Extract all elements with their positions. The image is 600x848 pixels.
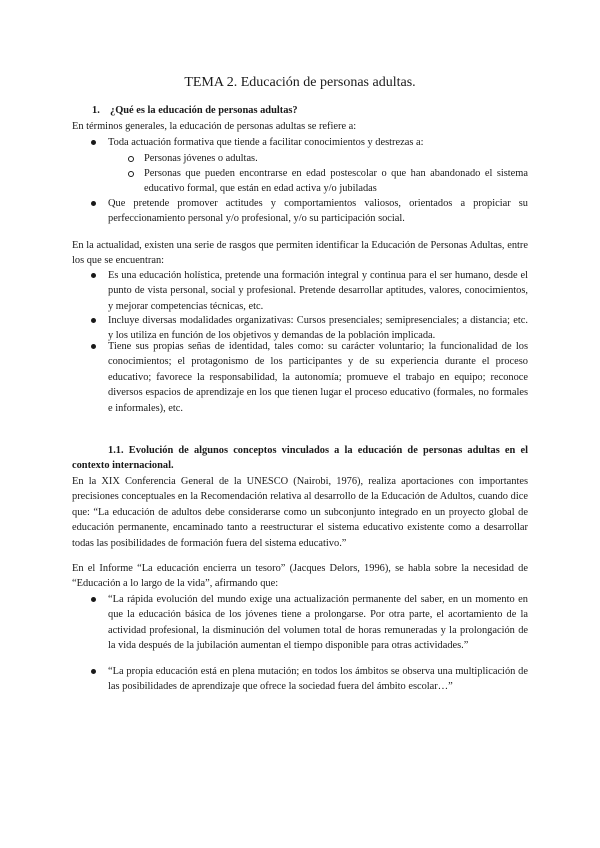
list-item-text: Es una educación holística, pretende una formación integral y continua para el ser humano, desde el punto de vista personal, social y profesional. Pretende desarrollar aptitudes, valores, conocimientos, y mejorar competencias técnicas, etc. (108, 270, 528, 312)
sub-list-item-text: Personas que pueden encontrarse en edad postescolar o que han abandonado el sistema educativo formal, que están en edad activa y/o jubiladas (144, 168, 528, 195)
bullet-icon (91, 140, 96, 145)
list-item (72, 592, 528, 654)
list-item-text: Que pretende promover actitudes y comportamientos valiosos, orientados a propiciar su perfeccionamiento personal y/o profesional, y/o su participación social. (108, 198, 528, 225)
circle-bullet-icon (128, 171, 134, 177)
list-item-text: “La rápida evolución del mundo exige una actualización permanente del saber, en un momento en que la educación básica de los jóvenes tiene a prolongarse. Por otra parte, el acortamiento de la actividad profesional, la disminución del volumen total de horas remuneradas y la prolongación de la vida después de la jubilación aumentan el tiempo disponible para otras actividades.” (108, 594, 528, 652)
circle-bullet-icon (128, 156, 134, 162)
list-item (72, 268, 528, 314)
section-1-heading (92, 103, 298, 118)
list-item (72, 135, 528, 150)
list-item-text: Toda actuación formativa que tiende a facilitar conocimientos y destrezas a: (108, 137, 424, 148)
section-1-intro: En términos generales, la educación de personas adultas se refiere a: (72, 121, 357, 132)
bullet-icon (91, 273, 96, 278)
list-item (72, 664, 528, 695)
bullet-icon (91, 318, 96, 323)
bullet-icon (91, 597, 96, 602)
sub-list-item (72, 151, 528, 166)
section-1-number: 1. (92, 105, 100, 116)
sub-list-item (72, 166, 528, 197)
bullet-icon (91, 669, 96, 674)
section-1-heading-text: ¿Qué es la educación de personas adultas? (110, 105, 298, 116)
sub-list-item-text: Personas jóvenes o adultas. (144, 153, 258, 164)
section-1-paragraph: En la actualidad, existen una serie de rasgos que permiten identificar la Educación de Personas Adultas, entre los que se encuentran: (72, 240, 528, 267)
list-item-text: “La propia educación está en plena mutación; en todos los ámbitos se observa una multiplicación de las posibilidades de aprendizaje que ofrece la sociedad fuera del ámbito escolar…” (108, 666, 528, 693)
list-item-text: Tiene sus propias señas de identidad, tales como: su carácter voluntario; la funcionalidad de los conocimientos; el protagonismo de los participantes y de su experiencia durante el proceso educativo; favorece la responsabilidad, la autonomía; promueve el trabajo en equipo; reconoce diversos espacios de aprendizaje en los que tienen lugar el proceso educativo (formales, no formales e informales), etc. (108, 341, 528, 414)
section-1-1-paragraph: En el Informe “La educación encierra un tesoro” (Jacques Delors, 1996), se habla sobre la necesidad de “Educación a lo largo de la vida”, afirmando que: (72, 563, 528, 590)
list-item (72, 339, 528, 416)
bullet-icon (91, 344, 96, 349)
section-1-1-paragraph: En la XIX Conferencia General de la UNESCO (Nairobi, 1976), realiza aportaciones con importantes precisiones conceptuales en la Recomendación relativa al desarrollo de la Educación de Adultos, cuando dice que: “La educación de adultos debe considerarse como un subconjunto integrado en un proyecto global de educación permanente, encaminado tanto a reestructurar el sistema educativo existente como a desarrollar todas las posibilidades de formación fuera del sistema educativo.” (72, 476, 528, 549)
page-title: TEMA 2. Educación de personas adultas. (184, 75, 416, 90)
section-1-1-heading-text: 1.1. Evolución de algunos conceptos vinculados a la educación de personas adultas en el contexto internacional. (72, 445, 528, 472)
list-item (72, 196, 528, 227)
list-item-text: Incluye diversas modalidades organizativas: Cursos presenciales; semipresenciales; a distancia; etc. y los utiliza en función de los objetivos y demandas de la población implicada. (108, 315, 528, 342)
bullet-icon (91, 201, 96, 206)
section-1-1-heading (72, 443, 528, 474)
